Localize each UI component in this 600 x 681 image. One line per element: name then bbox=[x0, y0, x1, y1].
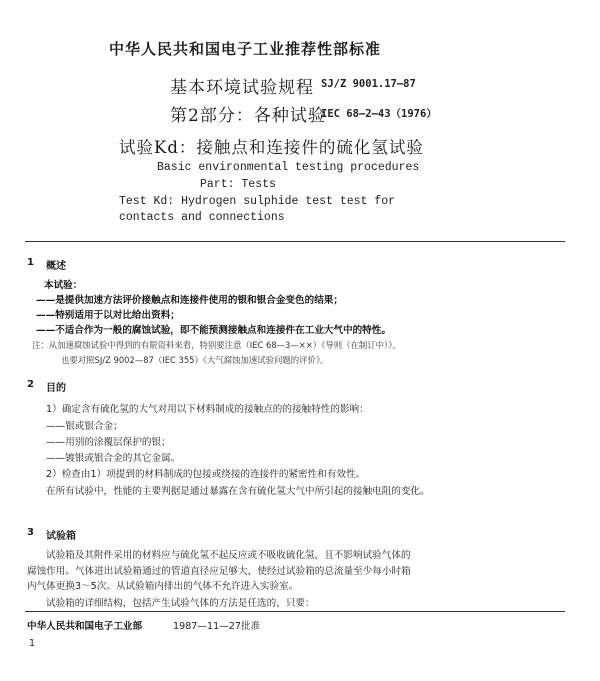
section-3-paragraph-2: 试验箱的详细结构，包括产生试验气体的方法是任选的，只要： bbox=[46, 598, 315, 609]
iec-code bbox=[321, 106, 437, 121]
english-title-line-3: Test Kd: Hydrogen sulphide test test for bbox=[119, 195, 396, 208]
section-1-item-3: ——不适合作为一般的腐蚀试验，即不能预测接触点和连接件在工业大气中的特性。 bbox=[36, 325, 391, 336]
section-2-paragraph-1: 1）确定含有硫化氢的大气对用以下材料制成的接触点的的接触特性的影响： bbox=[46, 404, 369, 415]
section-3-paragraph-1c: 内气体更换3～5次。从试验箱内排出的气体不允许进入实验室。 bbox=[27, 581, 299, 592]
english-title-line-4: contacts and connections bbox=[119, 211, 285, 224]
footer-issuer: 中华人民共和国电子工业部 bbox=[27, 621, 143, 632]
section-1-note-1: 注：从加速腐蚀试验中得到的有限资料来看，特别要注意（IEC 68—3—××）《导则（在制订中）》。 bbox=[32, 340, 401, 350]
section-2-item-3: ——镀银或银合金的其它金属。 bbox=[46, 453, 181, 464]
section-2-number: 2 bbox=[27, 379, 34, 390]
section-2-heading: 目的 bbox=[46, 383, 66, 394]
section-1-item-2: ——特别适用于以对比给出资料； bbox=[36, 310, 180, 321]
header-divider bbox=[25, 241, 565, 242]
title-line-2: 第2部分：各种试验 bbox=[170, 106, 326, 126]
footer-approval-date: 1987—11—27批准 bbox=[173, 621, 261, 632]
standard-code bbox=[321, 78, 416, 90]
page-number: 1 bbox=[29, 638, 36, 649]
section-3-paragraph-1a: 试验箱及其附件采用的材料应与硫化氢不起反应或不吸收硫化氢，且不影响试验气体的 bbox=[46, 550, 411, 561]
section-1-item-1: ——是提供加速方法评价接触点和连接件使用的银和银合金变色的结果； bbox=[36, 295, 343, 306]
section-1-heading: 概述 bbox=[46, 261, 66, 272]
english-title-line-1: Basic environmental testing procedures bbox=[157, 161, 420, 174]
standard-title: 中华人民共和国电子工业推荐性部标准 bbox=[109, 40, 382, 58]
section-2-item-1: ——银或银合金； bbox=[46, 421, 123, 432]
iec-code-text: IEC 68—2—43（1976） bbox=[321, 108, 437, 120]
section-2-paragraph-3: 在所有试验中，性能的主要判据是通过暴露在含有硫化氢大气中所引起的接触电阻的变化。 bbox=[46, 486, 430, 497]
footer-divider bbox=[25, 611, 565, 612]
section-2-paragraph-2: 2）检查由1）项提到的材料制成的包接或绕接的连接件的紧密性和有效性。 bbox=[46, 469, 366, 480]
title-line-1: 基本环境试验规程 bbox=[170, 78, 314, 98]
section-2-item-2: ——用别的涂覆层保护的银； bbox=[46, 437, 171, 448]
section-3-number: 3 bbox=[27, 527, 34, 538]
english-title-line-2: Part: Tests bbox=[200, 178, 276, 191]
section-1-intro: 本试验： bbox=[44, 280, 83, 291]
standard-code-text: SJ/Z 9001.17—87 bbox=[321, 78, 416, 90]
section-3-heading: 试验箱 bbox=[46, 531, 76, 542]
section-1-number: 1 bbox=[27, 257, 34, 268]
section-3-paragraph-1b: 腐蚀作用。气体进出试验箱通过的管道直径应足够大，使经过试验箱的总流量至少每小时箱 bbox=[27, 566, 411, 577]
test-subtitle: 试验Kd：接触点和连接件的硫化氢试验 bbox=[119, 138, 424, 157]
section-1-note-2: 也要对照SJ/Z 9002—87（IEC 355）《大气腐蚀加速试验问题的评价》。 bbox=[61, 355, 329, 365]
